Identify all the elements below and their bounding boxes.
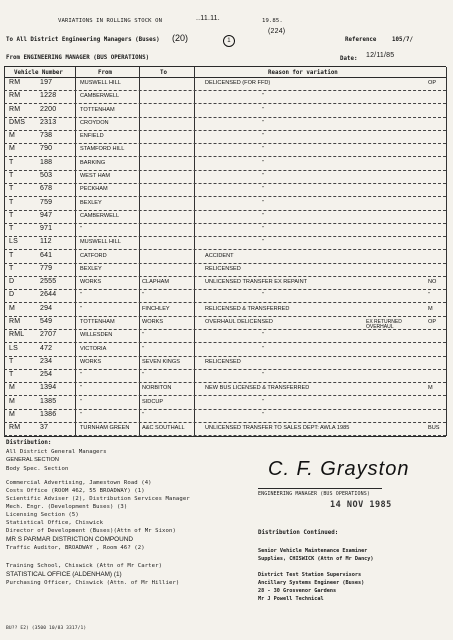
row-rule [4, 196, 446, 197]
reason-text: RELICENSED [205, 265, 241, 272]
distribution-item: Commercial Advertising, Jamestown Road (4) [6, 480, 152, 486]
vehicle-number: 1386 [40, 411, 57, 418]
from-garage: ” [80, 398, 82, 405]
vehicle-class: M [9, 145, 16, 153]
distribution-item: Licensing Section (5) [6, 512, 79, 518]
distribution-heading: Distribution: [6, 440, 52, 446]
vehicle-number: 294 [40, 304, 53, 312]
vehicle-number: 738 [40, 132, 53, 140]
row-rule [4, 183, 446, 184]
reason-text: RELICENSED & TRANSFERRED [205, 305, 290, 312]
from-garage: ” [80, 385, 82, 392]
reason-text: UNLICENSED TRANSFER TO SALES DEPT: AWLA 1985 [205, 425, 350, 432]
vehicle-class: M [9, 132, 16, 140]
reason-text: ” [262, 133, 264, 140]
reason-text: ” [262, 106, 264, 113]
from-garage: WILLESDEN [80, 332, 113, 339]
row-rule [4, 342, 446, 343]
reason-text: DELICENSED (FOR FFD) [205, 80, 271, 86]
vehicle-number: 759 [40, 198, 53, 206]
vehicle-number: 790 [40, 145, 53, 153]
col-rule-reason [194, 67, 195, 436]
vehicle-number: 678 [40, 185, 53, 193]
vehicle-class: T [9, 264, 14, 272]
row-rule [4, 302, 446, 303]
distribution-line2: Body Spec. Section [6, 466, 69, 472]
to-garage: ” [142, 292, 144, 299]
from-garage: PECKHAM [80, 186, 108, 193]
to-garage: WORKS [142, 319, 164, 326]
vehicle-number: 2555 [40, 278, 57, 286]
distribution-item: Mech. Engr. (Development Buses) (3) [6, 504, 128, 510]
vehicle-class: T [9, 357, 14, 365]
reason-text: ” [262, 199, 264, 206]
reason-text: ” [262, 159, 264, 166]
from-garage: ” [80, 305, 82, 312]
from-garage: BEXLEY [80, 199, 102, 206]
vehicle-number: 779 [40, 264, 53, 272]
row-rule [4, 143, 446, 144]
end-code: ” [428, 292, 430, 299]
reason-text: ” [262, 119, 264, 126]
vehicle-class: D [9, 278, 15, 286]
vehicle-class: LS [9, 238, 18, 246]
row-rule [4, 356, 446, 357]
row-rule [4, 170, 446, 171]
distribution-continued-item: District Test Station Supervisors [258, 572, 362, 578]
header-from: From [98, 70, 112, 76]
to-garage: A&C SOUTHALL [142, 425, 185, 432]
distribution-line1-hand: GENERAL SECTION [6, 457, 59, 463]
from-garage: MUSWELL HILL [80, 239, 121, 246]
from-garage: WORKS [80, 279, 102, 286]
reason-text: NEW BUS LICENSED & TRANSFERRED [205, 385, 310, 392]
distribution-item: Statistical Office, Chiswick [6, 520, 104, 526]
note-ex-returned: EX RETURNED OVERHAUL [366, 319, 402, 330]
vehicle-class: RM [9, 92, 21, 100]
end-code: BUS [428, 425, 440, 432]
from-garage: ” [80, 226, 82, 233]
vehicle-number: 549 [40, 318, 53, 326]
vehicle-class: T [9, 158, 14, 166]
from-garage: WEST HAM [80, 172, 111, 179]
to-garage: NORBITON [142, 385, 172, 392]
vehicle-class: T [9, 371, 14, 379]
table-top-rule [4, 66, 446, 67]
reason-text: ” [262, 292, 264, 299]
vehicle-number: 1385 [40, 397, 57, 405]
from-garage: CAMBERWELL [80, 93, 120, 100]
distribution-item: Purchasing Officer, Chiswick (Attn. of Mr Hillier) [6, 580, 180, 586]
distribution-continued-item: Mr J Powell Technical [258, 596, 324, 602]
vehicle-class: DMS [9, 118, 26, 126]
vehicle-class: RM [9, 318, 21, 326]
vehicle-number: 254 [40, 371, 53, 379]
vehicle-number: 2313 [40, 118, 57, 126]
distribution-continued-item: Senior Vehicle Maintenance Examiner [258, 548, 368, 554]
distribution-item: MR S PARMAR DISTRICTION COMPOUND [6, 536, 133, 543]
to-handwritten-number: (20) [172, 33, 189, 43]
row-rule [4, 223, 446, 224]
to-garage: CLAPHAM [142, 279, 170, 286]
from-garage: CROYDON [80, 119, 109, 126]
vehicle-number: 37 [40, 424, 49, 432]
from-garage: STAMFORD HILL [80, 146, 125, 153]
row-rule [4, 263, 446, 264]
row-rule [4, 369, 446, 370]
row-rule [4, 117, 446, 118]
end-code: NO [428, 279, 437, 286]
row-rule [4, 236, 446, 237]
to-garage: ” [142, 345, 144, 352]
vehicle-number: 641 [40, 251, 53, 259]
vehicle-number: 2707 [40, 331, 57, 339]
reason-text: ” [262, 146, 264, 153]
vehicle-number: 2200 [40, 105, 57, 113]
header-reason: Reason for variation [268, 70, 338, 76]
row-rule [4, 395, 446, 396]
col-rule-from [75, 67, 76, 436]
signature-caption: ENGINEERING MANAGER (BUS OPERATIONS) [258, 491, 370, 497]
distribution-item: Scientific Adviser (2), Distribution Services Manager [6, 496, 190, 502]
vehicle-class: M [9, 397, 16, 405]
col-rule-left [4, 67, 5, 436]
from-garage: WORKS [80, 358, 102, 365]
vehicle-class: T [9, 211, 14, 219]
row-rule [4, 435, 446, 436]
distribution-item: Training School, Chiswick (Attn of Mr Carter) [6, 563, 163, 569]
from-garage: VICTORIA [80, 345, 107, 352]
reason-text: ” [262, 332, 264, 339]
end-code: M [428, 305, 433, 312]
row-rule [4, 276, 446, 277]
signature: C. F. Grayston [268, 458, 410, 480]
distribution-item: Costs Office (ROOM 462, 55 BROADWAY) (1) [6, 488, 145, 494]
vehicle-class: M [9, 304, 16, 312]
to-garage: FINCHLEY [142, 305, 170, 312]
signature-rule [258, 488, 382, 489]
reference-label: Reference [345, 37, 377, 43]
reason-text: ” [262, 345, 264, 352]
reason-text: ” [262, 226, 264, 233]
to-garage: ” [142, 372, 144, 379]
vehicle-class: RM [9, 79, 21, 86]
row-rule [4, 316, 446, 317]
header-to: To [160, 70, 167, 76]
vehicle-class: M [9, 384, 16, 392]
vehicle-class: RM [9, 424, 21, 432]
row-rule [4, 422, 446, 423]
vehicle-class: RM [9, 105, 21, 113]
vehicle-class: T [9, 198, 14, 206]
to-garage: SEVEN KINGS [142, 358, 180, 365]
reason-text: ” [262, 172, 264, 179]
from-garage: BARKING [80, 159, 106, 166]
vehicle-number: 188 [40, 158, 53, 166]
vehicle-number: 947 [40, 211, 53, 219]
row-rule [4, 90, 446, 91]
vehicle-number: 503 [40, 171, 53, 179]
reason-text: ” [262, 93, 264, 100]
to-line: To All District Engineering Managers (Buses) [6, 37, 160, 43]
from-line: From ENGINEERING MANAGER (BUS OPERATIONS) [6, 55, 150, 61]
from-garage: ” [80, 372, 82, 379]
handwritten-224: (224) [268, 28, 286, 35]
vehicle-number: 1394 [40, 384, 57, 392]
vehicle-class: T [9, 171, 14, 179]
col-rule-to [139, 67, 140, 436]
reason-text: ” [262, 212, 264, 219]
vehicle-number: 2644 [40, 291, 57, 299]
vehicle-number: 1228 [40, 92, 57, 100]
date-value: 12/11/85 [366, 52, 395, 59]
row-rule [4, 103, 446, 104]
from-garage: CATFORD [80, 252, 107, 259]
from-garage: TURNHAM GREEN [80, 425, 130, 432]
from-garage: TOTTENHAM [80, 106, 115, 113]
from-garage: MUSWELL HILL [80, 80, 121, 86]
reason-text: ” [262, 239, 264, 246]
end-code: OP [428, 319, 437, 326]
from-garage: ” [80, 412, 82, 418]
end-code: OP [428, 80, 437, 86]
vehicle-number: 971 [40, 225, 53, 233]
distribution-continued-item: Supplies, CHISWICK (Attn of Mr Dancy) [258, 556, 374, 562]
distribution-continued-item: 28 - 30 Grosvenor Gardens [258, 588, 337, 594]
vehicle-class: T [9, 225, 14, 233]
distribution-item: STATISTICAL OFFICE (ALDENHAM) (1) [6, 571, 122, 578]
from-garage: ” [80, 292, 82, 299]
distribution-continued-item: Ancillary Systems Engineer (Buses) [258, 580, 365, 586]
row-rule [4, 156, 446, 157]
row-rule [4, 210, 446, 211]
vehicle-class: RML [9, 331, 25, 339]
reason-text: RELICENSED [205, 358, 241, 365]
from-garage: BEXLEY [80, 265, 102, 272]
vehicle-class: M [9, 411, 16, 418]
date-stamp: 14 NOV 1985 [330, 500, 392, 510]
row-rule [4, 409, 446, 410]
reason-text: ACCIDENT [205, 252, 234, 259]
row-rule [4, 130, 446, 131]
reason-text: UNLICENSED TRANSFER EX REPAINT [205, 279, 308, 286]
title-prefix: VARIATIONS IN ROLLING STOCK ON [58, 18, 163, 24]
distribution-continued-heading: Distribution Continued: [258, 530, 339, 536]
from-garage: TOTTENHAM [80, 319, 115, 326]
reference-value: 105/7/ [392, 37, 413, 43]
table-header-rule [4, 77, 446, 78]
header-vehicle-number: Vehicle Number [14, 70, 63, 76]
vehicle-class: LS [9, 344, 18, 352]
vehicle-number: 472 [40, 344, 53, 352]
end-code: M [428, 385, 433, 392]
reason-text: OVERHAUL DELICENSED [205, 319, 273, 326]
to-garage: ” [142, 412, 144, 418]
reason-text: ” [262, 372, 264, 379]
vehicle-number: 197 [40, 79, 53, 86]
vehicle-class: T [9, 185, 14, 193]
from-garage: ENFIELD [80, 133, 104, 140]
reason-text: ” [262, 412, 264, 418]
date-label: Date: [340, 56, 358, 62]
vehicle-class: T [9, 251, 14, 259]
row-rule [4, 382, 446, 383]
vehicle-number: 112 [40, 238, 52, 246]
distribution-item: Director of Development (Buses)(Attn of Mr Sixon) [6, 528, 176, 534]
form-code: BU?? E2) (3500 10/83 3317/1) [6, 626, 87, 631]
distribution-item: Traffic Auditor, BROADWAY , Room 46? (2) [6, 545, 145, 551]
from-garage: CAMBERWELL [80, 212, 120, 219]
circled-number: 1 [223, 35, 235, 47]
to-garage: ” [142, 332, 144, 339]
reason-text: ” [262, 186, 264, 193]
vehicle-class: D [9, 291, 15, 299]
row-rule [4, 289, 446, 290]
distribution-line1: All District General Managers [6, 449, 107, 455]
title-year: 19.85. [262, 18, 283, 24]
col-rule-right [446, 67, 447, 436]
reason-text: ” [262, 398, 264, 405]
title-date-handwritten: ..11.11. [196, 15, 220, 22]
row-rule [4, 249, 446, 250]
to-garage: SIDCUP [142, 398, 164, 405]
vehicle-number: 234 [40, 357, 53, 365]
